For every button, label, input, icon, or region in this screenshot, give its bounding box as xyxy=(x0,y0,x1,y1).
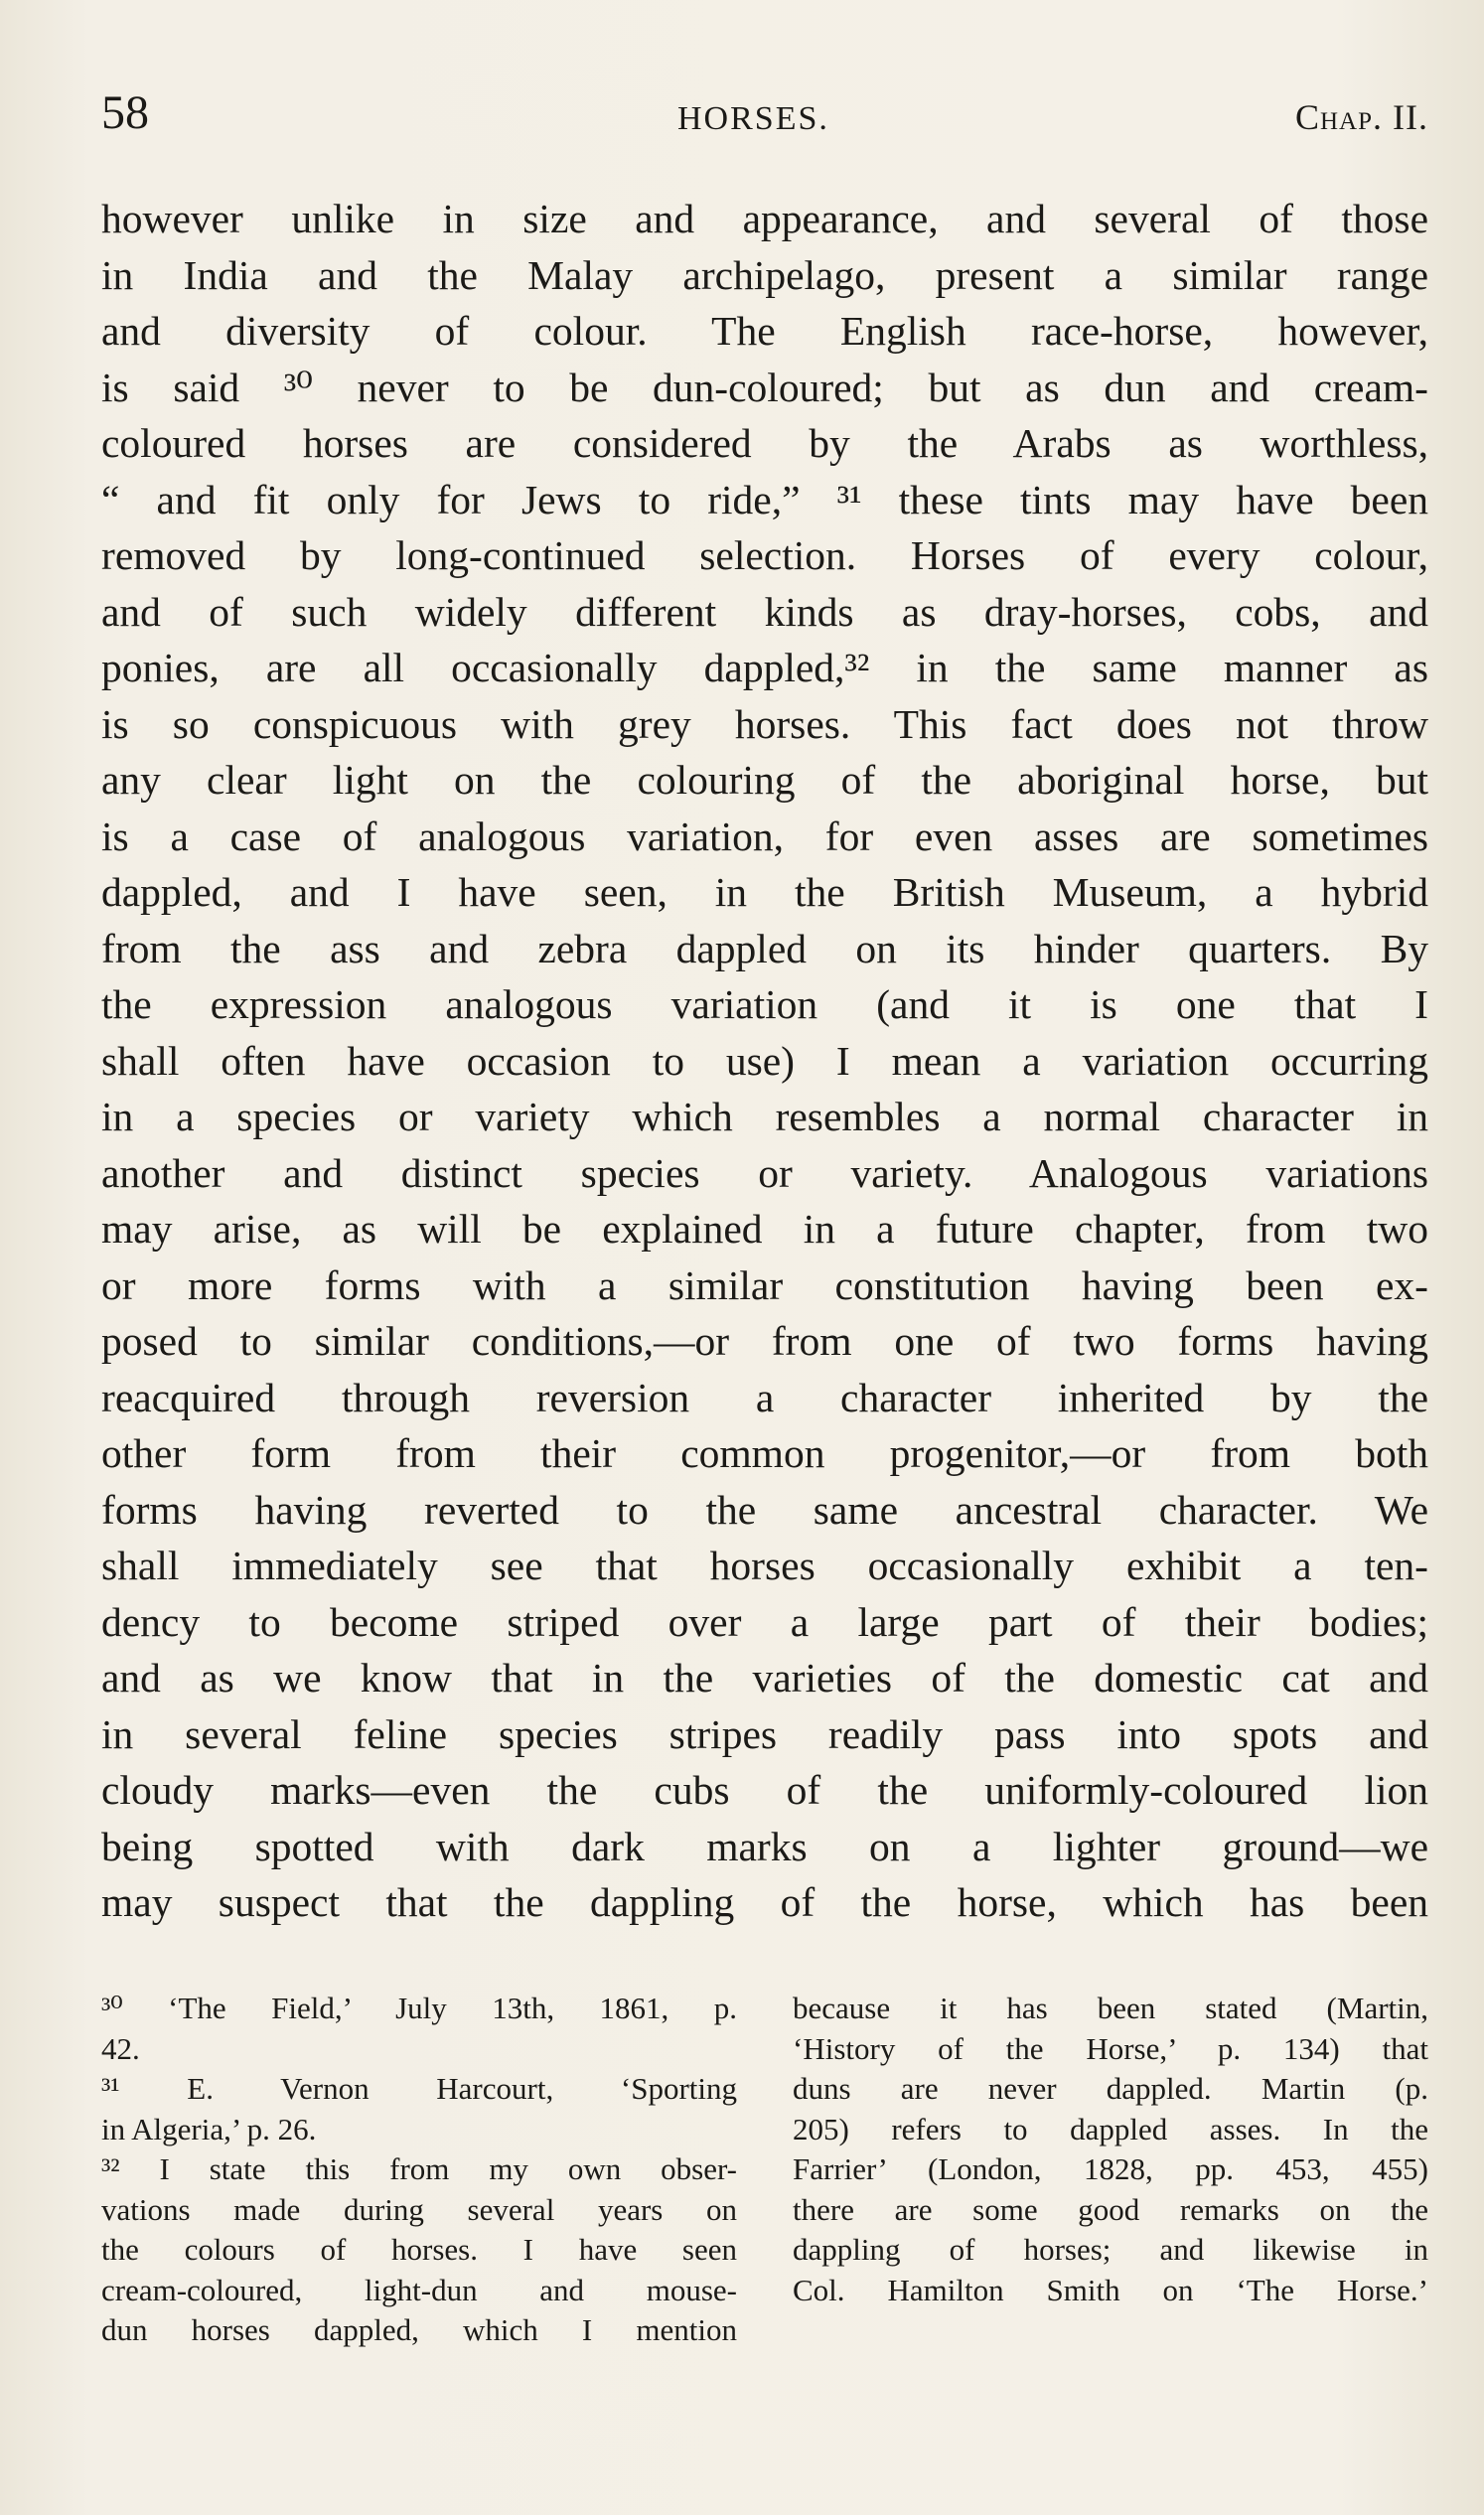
body-line: and as we know that in the varieties of the domestic cat and xyxy=(101,1655,1428,1701)
body-line: dappled, and I have seen, in the British Museum, a hybrid xyxy=(101,869,1428,915)
footnote-line: Col. Hamilton Smith on ‘The Horse.’ xyxy=(793,2272,1428,2307)
body-line: cloudy marks—even the cubs of the uniformly-coloured lion xyxy=(101,1767,1428,1813)
footnote-line: the colours of horses. I have seen xyxy=(101,2232,737,2267)
footnote-line: 205) refers to dappled asses. In the xyxy=(793,2111,1428,2146)
footnote-line: ‘History of the Horse,’ p. 134) that xyxy=(793,2030,1428,2066)
footnote-line: 42. xyxy=(101,2030,140,2066)
footnote-column-left xyxy=(101,1989,737,2351)
footnote-line: because it has been stated (Martin, xyxy=(793,1991,1428,2025)
body-line: removed by long-continued selection. Horses of every colour, xyxy=(101,532,1428,578)
running-head xyxy=(101,83,1428,143)
body-line: being spotted with dark marks on a lighter ground—we xyxy=(101,1823,1428,1869)
body-line: is so conspicuous with grey horses. This fact does not throw xyxy=(101,700,1428,747)
footnote-line: vations made during several years on xyxy=(101,2191,737,2227)
body-line: from the ass and zebra dappled on its hinder quarters. By xyxy=(101,925,1428,971)
body-line: coloured horses are considered by the Arabs as worthless, xyxy=(101,420,1428,466)
body-line: forms having reverted to the same ancestral character. We xyxy=(101,1486,1428,1533)
body-line: may arise, as will be explained in a future chapter, from two xyxy=(101,1206,1428,1252)
footnote-column-right xyxy=(793,1989,1428,2310)
footnote-line: in Algeria,’ p. 26. xyxy=(101,2111,317,2146)
body-line: is said ³⁰ never to be dun-coloured; but as dun and cream- xyxy=(101,364,1428,410)
footnote-line: duns are never dappled. Martin (p. xyxy=(793,2071,1428,2106)
chapter-label: Chap. II. xyxy=(1294,97,1428,137)
footnote-line: ³⁰ ‘The Field,’ July 13th, 1861, p. xyxy=(101,1991,737,2025)
body-line: ponies, are all occasionally dappled,³² in the same manner as xyxy=(101,645,1428,690)
footnote-line: Farrier’ (London, 1828, pp. 453, 455) xyxy=(793,2151,1428,2186)
body-line: the expression analogous variation (and it is one that I xyxy=(101,981,1428,1027)
body-line: and of such widely different kinds as dray-horses, cobs, and xyxy=(101,588,1428,635)
body-line: “ and fit only for Jews to ride,” ³¹ these tints may have been xyxy=(101,476,1428,522)
body-line: is a case of analogous variation, for even asses are sometimes xyxy=(101,813,1428,859)
body-line: and diversity of colour. The English race-horse, however, xyxy=(101,308,1428,354)
body-line: dency to become striped over a large part of their bodies; xyxy=(101,1598,1428,1645)
body-line: may suspect that the dappling of the horse, which has been xyxy=(101,1879,1428,1925)
body-line: in a species or variety which resembles a normal character in xyxy=(101,1094,1428,1139)
body-line: any clear light on the colouring of the aboriginal horse, but xyxy=(101,757,1428,803)
body-line: shall often have occasion to use) I mean a variation occurring xyxy=(101,1037,1428,1084)
footnote-line: ³¹ E. Vernon Harcourt, ‘Sporting xyxy=(101,2071,737,2106)
body-line: in several feline species stripes readily pass into spots and xyxy=(101,1710,1428,1757)
body-line: other form from their common progenitor,—or from both xyxy=(101,1430,1428,1476)
body-line: shall immediately see that horses occasionally exhibit a ten- xyxy=(101,1543,1428,1588)
body-line: another and distinct species or variety. Analogous variations xyxy=(101,1149,1428,1196)
footnote-line: cream-coloured, light-dun and mouse- xyxy=(101,2272,737,2307)
footnote-line: dappling of horses; and likewise in xyxy=(793,2232,1428,2267)
footnotes xyxy=(101,1989,1428,2366)
body-line: posed to similar conditions,—or from one of two forms having xyxy=(101,1318,1428,1364)
body-line: reacquired through reversion a character inherited by the xyxy=(101,1374,1428,1420)
body-text xyxy=(101,191,1428,1931)
body-line: however unlike in size and appearance, and several of those xyxy=(101,196,1428,241)
footnote-line: ³² I state this from my own obser- xyxy=(101,2151,737,2186)
page-number: 58 xyxy=(101,86,149,139)
body-line: in India and the Malay archipelago, present a similar range xyxy=(101,251,1428,298)
footnote-line: there are some good remarks on the xyxy=(793,2191,1428,2227)
running-title: HORSES. xyxy=(677,100,829,137)
body-line: or more forms with a similar constitution having been ex- xyxy=(101,1261,1428,1308)
footnote-line: dun horses dappled, which I mention xyxy=(101,2312,737,2347)
